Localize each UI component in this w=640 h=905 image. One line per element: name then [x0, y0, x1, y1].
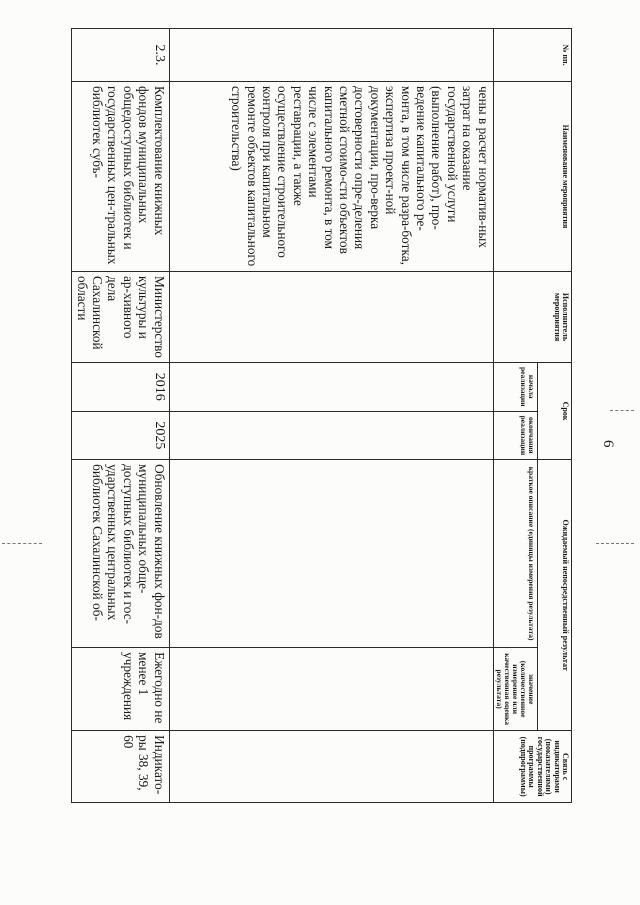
header-link: Связь с индикаторами (показателями) государственной программы (подпрограммы) — [493, 731, 571, 803]
table-row — [72, 29, 169, 803]
row-link — [169, 731, 493, 803]
row-end: 2025 — [72, 411, 169, 460]
scan-fold-line — [2, 543, 42, 544]
row-result-desc — [169, 460, 493, 648]
header-result-value: значение (количественное измерение или качественная оценка результата) — [493, 648, 537, 731]
header-term: Срок — [538, 362, 572, 459]
header-row-1 — [538, 29, 572, 803]
row-start — [169, 362, 493, 411]
header-end: окончания реализации — [493, 411, 537, 460]
row-result-desc: Обновление книжных фон-дов муниципальных обще-доступных библиотек и гос-ударственных центральных библиотек Сахалинской об- — [72, 460, 169, 648]
header-result-desc: краткое описание (единицы измерения результата) — [493, 460, 537, 648]
row-link: Индикато-ры 38, 39, 60 — [72, 731, 169, 803]
header-num: № пп. — [493, 29, 571, 82]
row-executor: Министерство культуры и ар-хивного дела Сахалинской области — [72, 272, 169, 363]
table-row — [169, 29, 493, 803]
header-name: Наименование мероприятия — [493, 82, 571, 272]
measures-table — [71, 28, 572, 803]
row-executor — [169, 272, 493, 363]
row-result-value — [169, 648, 493, 731]
row-num — [169, 29, 493, 82]
row-name: Комплектование книжных фондов муниципальных общедоступных библиотек и государственных цен-тральных библиотек субъ- — [72, 82, 169, 272]
scan-fold-line — [596, 543, 634, 544]
row-name: чены в расчет норматив-ных затрат на оказание государственной услуги (выполнение работ), про-ведение капитального ре-монта, в том числе разра-ботка, экспертиза проект-ной документации, про-верка достоверности опре-деления сметной стоимо-сти объектов капитального ремонта, в том числе с элементами реставрации, а также осуществление строительного контроля при капитальном ремонте объектов капитального строительства) — [169, 82, 493, 272]
header-result: Ожидаемый непосредственный результат — [538, 460, 572, 731]
header-start: начала реализации — [493, 362, 537, 411]
scan-fold-line — [610, 410, 634, 411]
row-end — [169, 411, 493, 460]
row-num: 2.3. — [72, 29, 169, 82]
header-executor: Исполнитель мероприятия — [493, 272, 571, 363]
row-start: 2016 — [72, 362, 169, 411]
row-result-value: Ежегодно не менее 1 учреждения — [72, 648, 169, 731]
page-number: 6 — [600, 440, 616, 448]
